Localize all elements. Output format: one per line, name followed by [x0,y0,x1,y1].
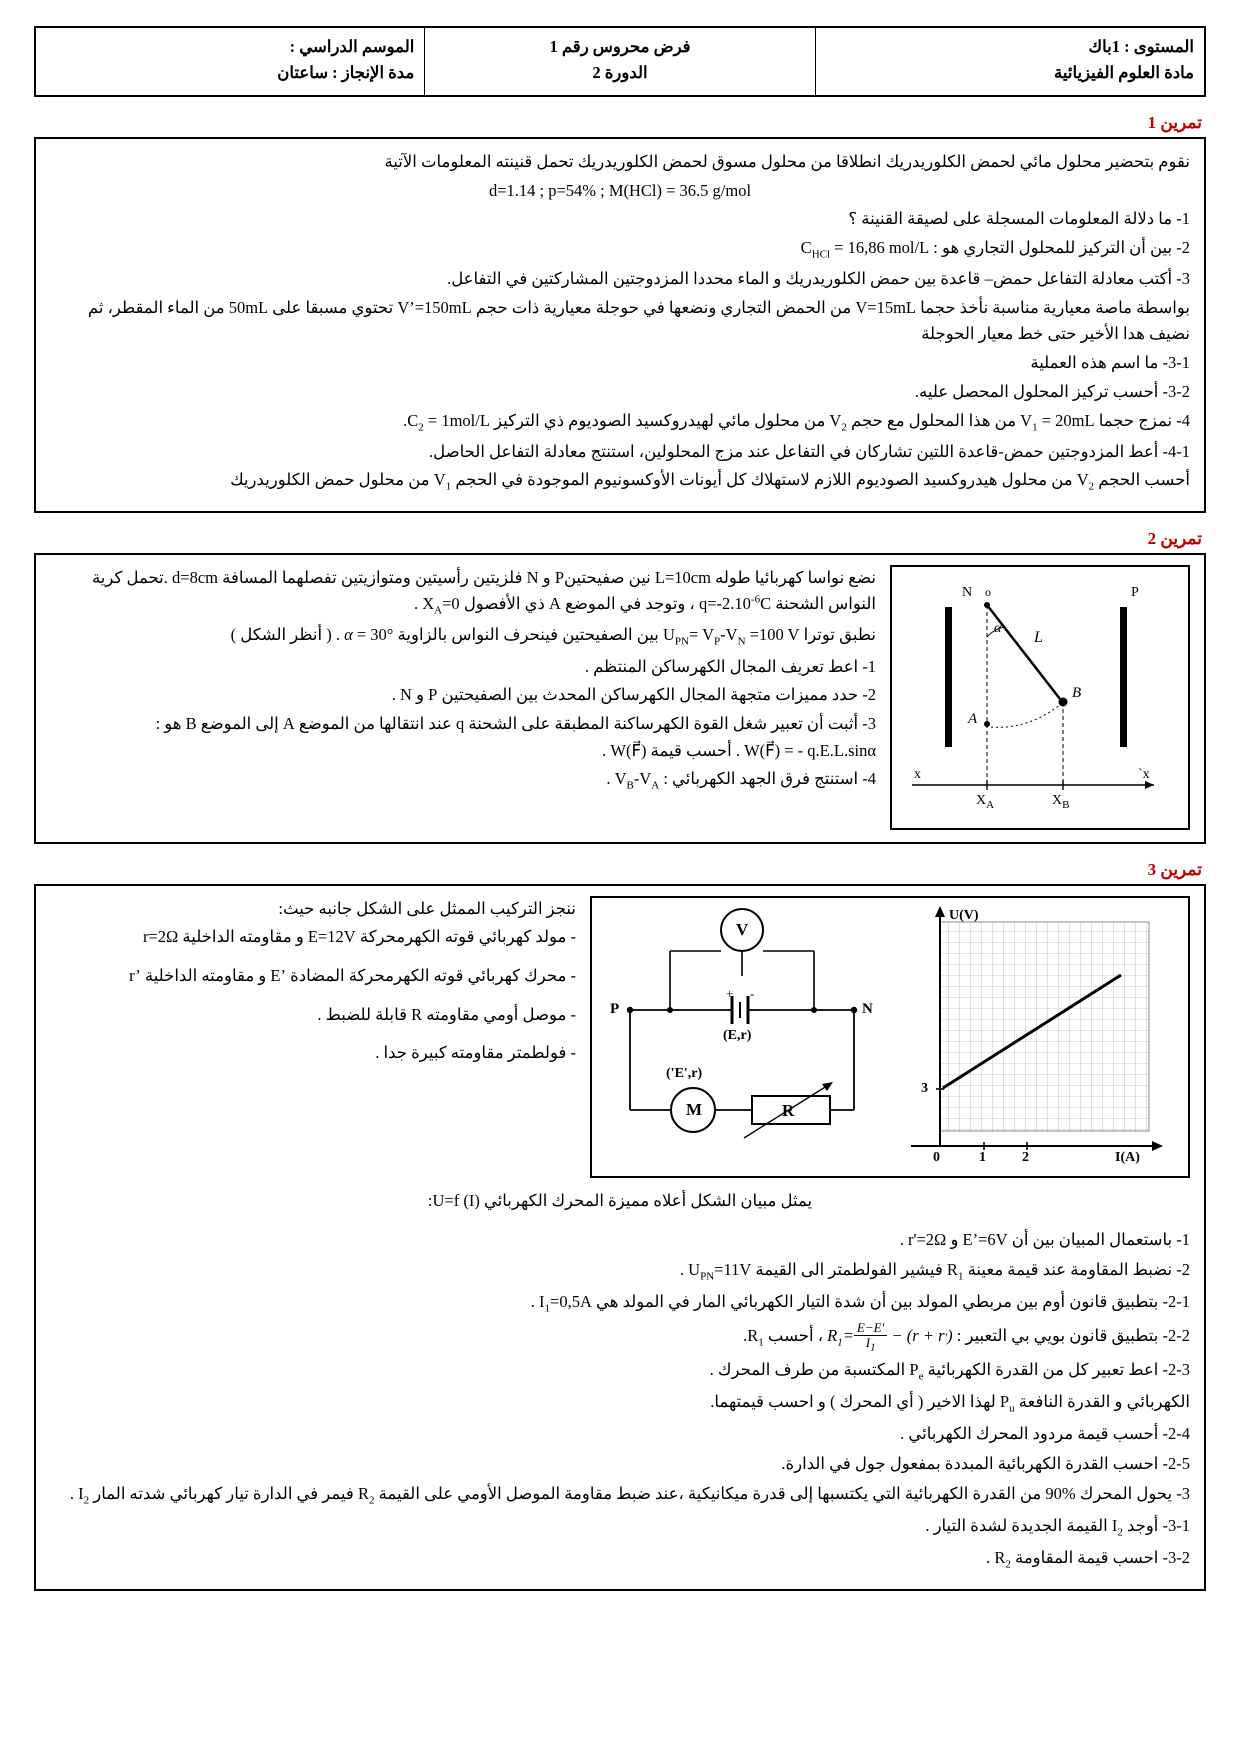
figure2-label-L: L [1034,628,1043,646]
header-level-cell [815,27,1205,96]
header-school-year: الموسم الدراسي : [289,37,415,56]
ex3-line-10: 3- يحول المحرك 90% من القدرة الكهربائية التي يكتسبها إلى قدرة ميكانيكية ،عند ضبط مقاومة الموصل الأومي على القيمة $R_2$ فيمر في الدارة تيار كهربائي شدته المار $I_2$ . [69,1483,1190,1506]
ex1-line-9: 4- نمزج حجما $V_1 = 20mL$ من هذا المحلول مع حجم $V_2$ من محلول مائي لهيدروكسيد الصوديوم ذي التركيز $C_2 = 1mol/L$. [403,410,1190,433]
graph-x-label: I(A) [1115,1149,1140,1165]
ex3-intro-5: - فولطمتر مقاومته كبيرة جدا . [375,1043,576,1063]
figure2-label-N: N [962,584,973,600]
ex1-line-11: أحسب الحجم $V_2$ من محلول هيدروكسيد الصوديوم اللازم لاستهلاك كل أيونات الأوكسونيوم الموجودة في الحجم $V_1$ من محلول حمض الكلوريدريك [230,470,1190,493]
graph-xtick-2: 2 [1022,1149,1029,1165]
ex3-intro-4: - موصل أومي مقاومته R قابلة للضبط . [317,1004,576,1024]
voltmeter-label: V [736,919,749,939]
header-meta-cell [35,27,425,96]
ex3-line-2: 1- باستعمال المبيان بين أن E’=6V و r'=2Ω . [899,1230,1190,1250]
node-p-label: P [610,1000,620,1017]
ex3-line-12: 3-2- احسب قيمة المقاومة $R_2$ . [986,1547,1190,1571]
ex1-line-1: نقوم بتحضير محلول مائي لحمض الكلوريدريك انطلاقا من محلول مسوق لحمض الكلوريدريك تحمل قنينته المعلومات الآتية [384,151,1190,171]
exercise-3-title: تمرين 3 [1147,859,1202,879]
pendulum-figure [890,565,1190,830]
ex2-line-4: 2- حدد مميزات متجهة المجال الكهرساكن المحدث بين الصفيحتين P و N . [391,685,876,705]
ex2-line-5: 3- أثبت أن تعبير شغل القوة الكهرساكنة المطبقة على الشحنة q عند انتقالها من الموضع A إلى الموضع B هو : W(F⃗) = - q.E.L.sinα . أحسب قيمة W(F⃗) . [155,713,876,760]
ex3-line-1: يمثل مبيان الشكل أعلاه مميزة المحرك الكهربائي U=f (I): [427,1190,813,1210]
battery-plus-label: + [726,985,734,1001]
battery-minus-label: - [750,985,755,1001]
figure2-label-XB: $X_B$ [1052,792,1070,811]
ex2-line-2: نطبق توترا $U_{PN}= V_P-V_N =100$ V بين الصفيحتين فينحرف النواس بالزاوية α = 30° . ( أنظر الشكل ) [230,625,876,648]
graph-xtick-0: 0 [933,1149,940,1165]
ex3-text-column [50,896,576,1070]
ex3-figure-column [590,896,1190,1178]
exercise-2-box [34,553,1206,844]
ex3-line-4: 2-1- بتطبيق قانون أوم بين مربطي المولد بين أن شدة التيار الكهربائي المار في المولد هي $I_1=0,5A$ . [530,1292,1190,1315]
ex2-line-6: 4- استنتج فرق الجهد الكهربائي : $V_B-V_A$ . [606,769,876,792]
header-duration: مدة الإنجاز : ساعتان [277,63,415,83]
ex2-figure-column [890,565,1190,830]
ex1-line-10: 4-1- أعط المزدوجتين حمض-قاعدة اللتين تشاركان في التفاعل عند مزج المحلولين، استنتج معادلة التفاعل الحاصل. [428,441,1190,461]
ex3-line-8: 2-4- أحسب قيمة مردود المحرك الكهربائي . [900,1424,1190,1444]
resistor-label: R [782,1100,795,1120]
ex1-line-6: بواسطة ماصة معيارية مناسبة نأخذ حجما V=15mL من الحمض التجاري ونضعها في حوجلة معيارية ذات حجم V’=150mL تحتوي مسبقا على 50mL من الماء المقطر، ثم نضيف هدا الأخير حتى خط معيار الحوجلة [87,297,1190,344]
motor-emf-label: (E',r') [666,1065,703,1081]
ex3-line-9: 2-5- احسب القدرة الكهربائية المبددة بمفعول جول في الدارة. [781,1453,1190,1473]
ex2-line-3: 1- اعط تعريف المجال الكهرساكن المنتظم . [584,656,876,676]
ex1-line-7: 3-1- ما اسم هذه العملية [1030,353,1190,373]
header-exam-title: فرض محروس رقم 1 [549,37,691,56]
figure2-label-o: o [985,584,991,599]
ex3-line-11: 3-1- أوجد $I_2$ القيمة الجديدة لشدة التيار . [925,1515,1190,1539]
ex3-intro-2: - مولد كهربائي قوته الكهرمحركة E=12V و مقاومته الداخلية r=2Ω [142,927,576,947]
ex1-line-4: 2- بين أن التركيز للمحلول التجاري هو : $C_{HCl} = 16,86$ mol/L [800,237,1190,261]
exam-header [34,26,1206,97]
ex3-intro-1: ننجز التركيب الممثل على الشكل جانبه حيث: [278,898,576,918]
ex3-line-3: 2- نضبط المقاومة عند قيمة معينة $R_1$ فيشير الفولطمتر الى القيمة $U_{PN}=11V$ . [679,1260,1190,1283]
graph-xtick-1: 1 [979,1149,986,1165]
node-n-label: N [862,1000,873,1017]
figure2-label-x-prime: x` [1138,766,1150,782]
figure2-label-P: P [1131,584,1139,600]
header-exam-session: الدورة 2 [592,63,648,83]
graph-y-label: U(V) [949,907,979,923]
motor-label: M [686,1099,703,1119]
figure2-label-alpha: α [994,620,1002,636]
ex3-intro-3: - محرك كهربائي قوته الكهرمحركة المضادة E’ و مقاومته الداخلية r’ [129,966,576,986]
header-exam-cell [425,27,815,96]
exercise-2-title: تمرين 2 [1147,528,1202,548]
circuit-diagram [592,898,893,1176]
ex1-line-3: 1- ما دلالة المعلومات المسجلة على لصيقة القنينة ؟ [848,209,1190,229]
exercise-1-box [34,137,1206,513]
motor-characteristic-graph [893,898,1188,1176]
ex1-line-2 [50,178,1190,205]
generator-label: (E,r) [723,1027,752,1043]
header-level: المستوى : 1باك [1088,37,1194,56]
ex3-questions [50,1178,1190,1574]
ex1-bottle-data: d=1.14 ; p=54% ; M(HCl) = 36.5 g/mol [488,180,752,200]
ex3-line-5: 2-2- بتطبيق قانون بويي بي التعبير : $R_1=$ $\frac{E-E'}{I_1}$ − (r + r′) ، أحسب $R_1$. [743,1320,1190,1354]
ex1-line-5: 3- أكتب معادلة التفاعل حمض– قاعدة بين حمض الكلوريدريك و الماء محددا المزدوجتين المشاركتين في التفاعل. [447,269,1190,289]
circuit-and-graph-figure [590,896,1190,1178]
pendulum-diagram [892,567,1188,828]
exercise-3-box [34,884,1206,1591]
ex2-line-1: نضع نواسا كهربائيا طوله L=10cm نين صفيحتينP و N فلزيتين رأسيتين ومتوازيتين تفصلهما المسافة d=8cm .تحمل كرية النواس الشحنة $q=-2.10^{-6}C$ ، وتوجد في الموضع A ذي الأفصول $X_A=0$ . [91,567,876,617]
figure2-label-x: x [914,766,921,782]
figure2-label-XA: $X_A$ [976,792,995,811]
exercise-1-title: تمرين 1 [1147,112,1202,132]
ex3-line-7: الكهربائي و القدرة النافعة $P_u$ لهذا الاخير ( أي المحرك ) و احسب قيمتهما. [710,1392,1190,1415]
ex1-line-8: 3-2- أحسب تركيز المحلول المحصل عليه. [914,381,1190,401]
ex3-line-6: 2-3- اعط تعبير كل من القدرة الكهربائية $P_e$ المكتسبة من طرف المحرك . [709,1360,1190,1383]
figure2-label-A: A [968,710,978,727]
graph-ytick-3: 3 [921,1080,928,1096]
ex2-text-column [50,565,876,798]
figure2-label-B: B [1072,684,1082,701]
header-subject: مادة العلوم الفيزيائية [1054,63,1194,83]
